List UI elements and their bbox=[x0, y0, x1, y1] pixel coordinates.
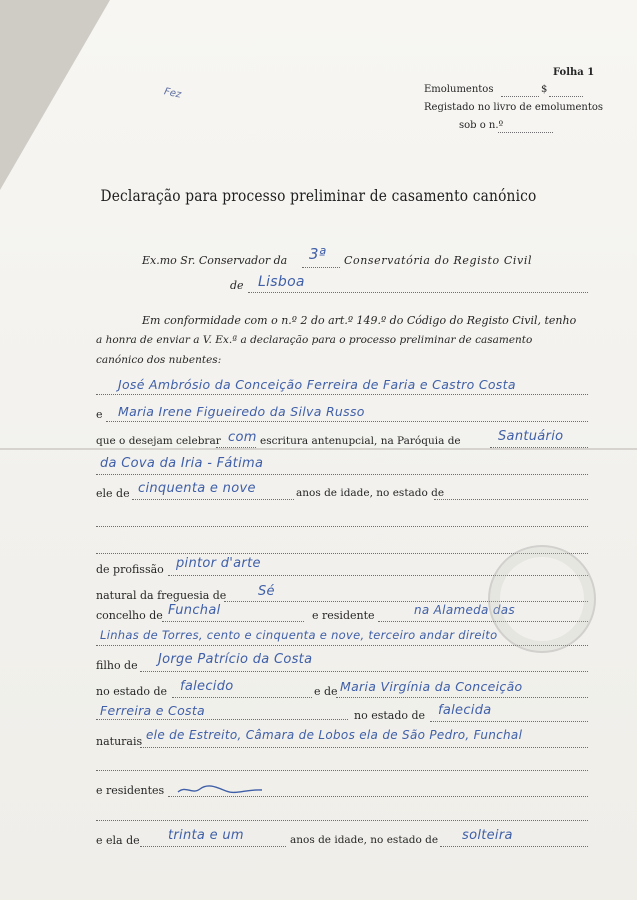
residence-part-2: Linhas de Torres, cento e cinquenta e nove, terceiro andar direito bbox=[100, 628, 498, 642]
e-label: e bbox=[96, 408, 103, 421]
bride-name: Maria Irene Figueiredo da Silva Russo bbox=[118, 404, 365, 419]
naturais-label: naturais bbox=[96, 735, 143, 748]
parish-part-2: da Cova da Iria - Fátima bbox=[100, 456, 264, 471]
folded-corner bbox=[0, 0, 110, 190]
groom-blank-line-1[interactable] bbox=[96, 526, 588, 527]
sob-o-no-label: sob o n.º bbox=[459, 120, 504, 131]
celebrar-value: com bbox=[228, 430, 257, 445]
de-label: de bbox=[230, 279, 244, 292]
father-estado-label: no estado de bbox=[96, 685, 168, 698]
concelho-value: Funchal bbox=[168, 603, 221, 618]
residentes-blank-line[interactable] bbox=[96, 820, 588, 821]
intro-line-2: a honra de enviar a V. Ex.ª a declaração para o processo preliminar de casamento bbox=[96, 334, 533, 346]
groom-age-line[interactable] bbox=[132, 499, 294, 500]
conservatoria-label: Conservatória do Registo Civil bbox=[344, 254, 533, 267]
city-line[interactable] bbox=[248, 292, 588, 293]
paper-fold bbox=[0, 448, 637, 450]
naturais-value: ele de Estreito, Câmara de Lobos ela de São Pedro, Funchal bbox=[146, 728, 523, 742]
father-line[interactable] bbox=[140, 671, 588, 672]
residentes-scribble bbox=[176, 783, 266, 797]
father-estado-line[interactable] bbox=[172, 697, 312, 698]
registo-number-line[interactable] bbox=[498, 132, 553, 133]
ele-de-label: ele de bbox=[96, 487, 130, 500]
parish-part-1: Santuário bbox=[498, 429, 564, 444]
pencil-note: Fez bbox=[163, 86, 183, 101]
mother-name-part-2: Ferreira e Costa bbox=[100, 703, 206, 718]
parish-line-1[interactable] bbox=[490, 447, 588, 448]
registado-label: Registado no livro de emolumentos bbox=[424, 102, 603, 113]
bride-estado-line[interactable] bbox=[440, 846, 588, 847]
embossed-seal bbox=[488, 545, 596, 653]
bride-name-line[interactable] bbox=[106, 421, 588, 422]
mother-line-2[interactable] bbox=[96, 719, 348, 720]
residente-label: e residente bbox=[312, 609, 375, 622]
groom-name-line[interactable] bbox=[96, 394, 588, 395]
escritura-line[interactable] bbox=[216, 447, 256, 448]
folha-label: Folha 1 bbox=[553, 67, 595, 78]
concelho-line[interactable] bbox=[162, 621, 304, 622]
profissao-value: pintor d'arte bbox=[176, 556, 261, 571]
freguesia-label: natural da freguesia de bbox=[96, 589, 227, 602]
conservador-prefix: Ex.mo Sr. Conservador da bbox=[142, 254, 288, 267]
city-value: Lisboa bbox=[258, 274, 305, 290]
celebrar-label: que o desejam celebrar bbox=[96, 435, 221, 447]
mother-name-part-1: Maria Virgínia da Conceição bbox=[340, 679, 523, 694]
document-title: Declaração para processo preliminar de casamento canónico bbox=[100, 186, 537, 205]
groom-age-suffix: anos de idade, no estado de bbox=[296, 487, 445, 499]
mother-estado-label: no estado de bbox=[354, 709, 426, 722]
bride-age-suffix: anos de idade, no estado de bbox=[290, 834, 439, 846]
naturais-blank-line[interactable] bbox=[96, 770, 588, 771]
freguesia-value: Sé bbox=[258, 584, 275, 599]
mother-line-1[interactable] bbox=[336, 697, 588, 698]
groom-name: José Ambrósio da Conceição Ferreira de Faria e Castro Costa bbox=[118, 377, 516, 392]
emolumentos-cents-line[interactable] bbox=[549, 96, 583, 97]
father-name: Jorge Patrício da Costa bbox=[158, 652, 313, 667]
parish-line-2[interactable] bbox=[96, 474, 588, 475]
groom-estado-line[interactable] bbox=[434, 499, 588, 500]
conservatoria-ordinal: 3ª bbox=[309, 245, 327, 263]
residentes-label: e residentes bbox=[96, 784, 165, 797]
currency-symbol: $ bbox=[541, 84, 548, 95]
escritura-paroquia-label: escritura antenupcial, na Paróquia de bbox=[260, 435, 461, 447]
profissao-label: de profissão bbox=[96, 563, 164, 576]
intro-line-3: canónico dos nubentes: bbox=[96, 354, 222, 366]
bride-prefix: e ela de bbox=[96, 834, 140, 847]
father-estado: falecido bbox=[180, 679, 234, 694]
bride-age-line[interactable] bbox=[140, 846, 286, 847]
mother-estado-line[interactable] bbox=[430, 721, 588, 722]
emolumentos-label: Emolumentos bbox=[424, 84, 494, 95]
mother-estado: falecida bbox=[438, 703, 492, 718]
concelho-label: concelho de bbox=[96, 609, 163, 622]
bride-estado: solteira bbox=[462, 828, 513, 843]
intro-line-1: Em conformidade com o n.º 2 do art.º 149.º do Código do Registo Civil, tenho bbox=[142, 314, 577, 327]
residence-part-1: na Alameda das bbox=[414, 603, 515, 617]
groom-age: cinquenta e nove bbox=[138, 481, 256, 496]
emolumentos-line[interactable] bbox=[501, 96, 539, 97]
filho-label: filho de bbox=[96, 659, 138, 672]
naturais-line[interactable] bbox=[140, 747, 588, 748]
e-de-label: e de bbox=[314, 685, 338, 698]
ordinal-line[interactable] bbox=[302, 267, 340, 268]
bride-age: trinta e um bbox=[168, 828, 244, 843]
